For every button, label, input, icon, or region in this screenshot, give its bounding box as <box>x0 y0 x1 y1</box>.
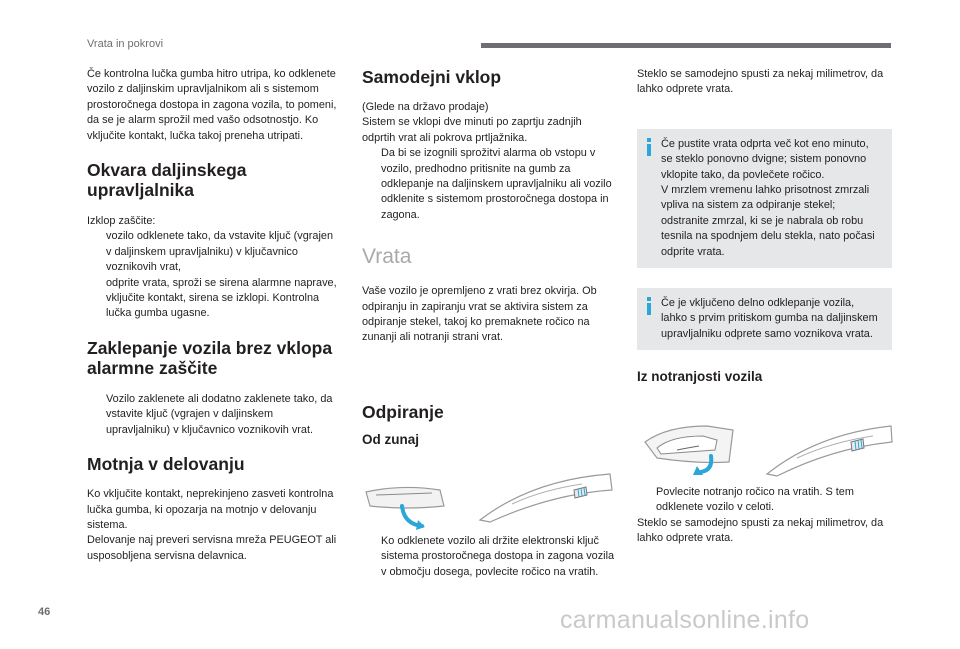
list-item: Ko odklenete vozilo ali držite elektronski ključ sistema prostoročnega dostopa in zagona vozila v območju dosega, povlecite ročico na vratih. <box>381 535 615 578</box>
page-number: 46 <box>38 606 51 618</box>
info-icon <box>647 297 651 315</box>
alarm-intro-paragraph: Če kontrolna lučka gumba hitro utripa, ko odklenete vozilo z daljinskim upravljalnikom ali s sistemom prostoročnega dostopa in zagona vozila, to pomeni, da se je alarm sprožil med vašo odsotnostjo. Ko vključite kontakt, lučka takoj preneha utripati. <box>87 68 337 142</box>
heading-malfunction: Motnja v delovanju <box>87 454 245 475</box>
watermark: carmanualsonline.info <box>560 606 810 634</box>
malfunction-paragraph: Ko vključite kontakt, neprekinjeno zasveti kontrolna lučka gumba, ki opozarja na motnjo v delovanju sistema. <box>87 488 334 531</box>
header-bar <box>481 43 891 48</box>
list-item: Povlecite notranjo ročico na vratih. S tem odklenete vozilo v celoti. <box>656 486 854 514</box>
info-box-door-open: Če pustite vrata odprta več kot eno minuto, se steklo ponovno dvigne; sistem ponovno vklopite tako, da povlečete ročico. V mrzlem vremenu lahko prisotnost zmrzali vpliva na sistem za odpiranje stekel; odstranite zmrzal, ki se je nabrala ob robu tesnila na spodnjem delu stekla, nato počasi odprite vrata. <box>637 129 892 268</box>
info-icon <box>647 138 651 156</box>
list-item: odprite vrata, sproži se sirena alarmne naprave, <box>106 276 337 289</box>
list-item: Da bi se izognili sprožitvi alarma ob vstopu v vozilo, predhodno pritisnite na gumb za odklepanje na daljinskem upravljalniku ali vozilo odklenite s sistemom prostoročnega dostopa in zagona. <box>381 147 612 221</box>
list-item: vozilo odklenete tako, da vstavite ključ (vgrajen v daljinskem upravljalniku) v ključavnico voznikovih vrat, <box>106 230 334 274</box>
heading-doors: Vrata <box>362 245 412 269</box>
inside-instructions <box>637 485 892 547</box>
outside-instructions <box>362 534 617 580</box>
heading-opening: Odpiranje <box>362 401 444 422</box>
heading-lock-without-alarm: Zaklepanje vozila brez vklopa alarmne zaščite <box>87 337 333 378</box>
list-item: vključite kontakt, sirena se izklopi. Kontrolna lučka gumba ugasne. <box>106 292 320 320</box>
column-middle <box>362 67 617 448</box>
outside-handle-illustration <box>362 470 620 530</box>
protection-off-lead: Izklop zaščite: <box>87 215 156 228</box>
column-right <box>637 67 892 385</box>
inside-handle-illustration <box>637 420 895 480</box>
heading-remote-failure: Okvara daljinskega upravljalnika <box>87 160 247 201</box>
activation-paragraph: (Glede na državo prodaje) <box>362 101 489 113</box>
list-item: Vozilo zaklenete ali dodatno zaklenete tako, da vstavite ključ (vgrajen v daljinskem upravljalniku) v ključavnico voznikovih vrat. <box>106 392 333 436</box>
column-left <box>87 67 340 564</box>
heading-automatic-activation: Samodejni vklop <box>362 67 502 87</box>
section-header: Vrata in pokrovi <box>87 38 164 50</box>
heading-from-inside: Iz notranjosti vozila <box>637 369 763 385</box>
info-box-partial-unlock: Če je vključeno delno odklepanje vozila, lahko s prvim pritiskom gumba na daljinskem upravljalniku odprete samo voznikova vrata. <box>637 288 892 350</box>
glass-paragraph: Steklo se samodejno spusti za nekaj milimetrov, da lahko odprete vrata. <box>637 68 884 96</box>
malfunction-paragraph-2: Delovanje naj preveri servisna mreža PEUGEOT ali usposobljena servisna delavnica. <box>87 534 337 562</box>
inside-glass-paragraph: Steklo se samodejno spusti za nekaj milimetrov, da lahko odprete vrata. <box>637 516 884 545</box>
doors-paragraph: Vaše vozilo je opremljeno z vrati brez okvirja. Ob odpiranju in zapiranju vrat se aktivira sistem za odpiranje stekel, takoj ko premaknete ročico na zunanji ali notranji strani vrat. <box>362 285 597 344</box>
activation-paragraph-2: Sistem se vklopi dve minuti po zaprtju zadnjih odprtih vrat ali pokrova prtljažnika. <box>362 116 582 144</box>
heading-from-outside: Od zunaj <box>362 431 419 447</box>
